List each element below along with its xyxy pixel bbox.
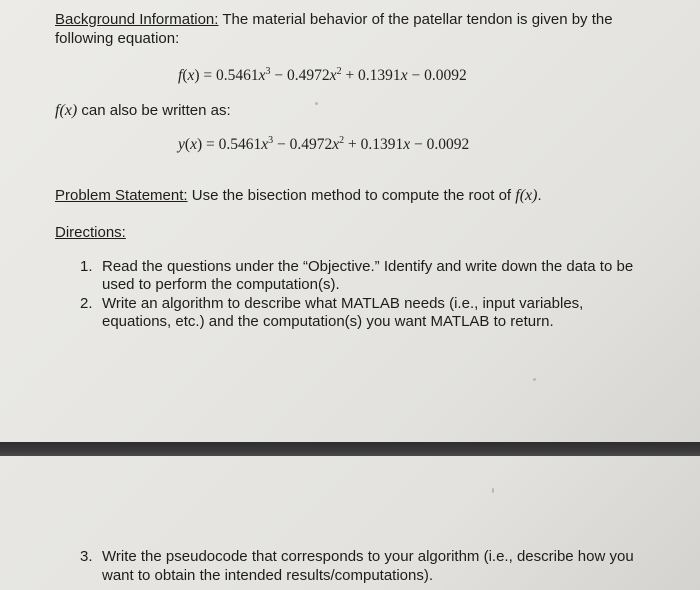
- background-text-1: The material behavior of the patellar tendon is given by the: [222, 11, 613, 28]
- equation-y: $y(x) = 0.5461x^3 - 0.4972x^2 + 0.1391x - 0.0092$: [178, 135, 470, 153]
- direction-1-line-1: Read the questions under the “Objective.” Identify and write down the data to be: [102, 258, 634, 275]
- problem-label: Problem Statement:: [55, 187, 188, 204]
- direction-3-number: 3.: [80, 548, 93, 565]
- background-label: Background Information:: [55, 11, 219, 28]
- paper-speck: [315, 102, 318, 105]
- problem-fx-symbol: f(x): [515, 187, 538, 204]
- directions-label: Directions:: [55, 224, 126, 241]
- problem-tail: .: [537, 187, 542, 204]
- problem-text: Use the bisection method to compute the root of: [191, 187, 512, 204]
- paper-speck: [492, 488, 494, 493]
- background-line-1: [55, 10, 613, 29]
- direction-2-number: 2.: [80, 295, 93, 312]
- equation-f: $f(x) = 0.5461x^3 - 0.4972x^2 + 0.1391x - 0.0092$: [178, 66, 467, 84]
- direction-3-line-1: Write the pseudocode that corresponds to your algorithm (i.e., describe how you: [102, 548, 634, 565]
- paper-speck: [533, 378, 536, 381]
- problem-statement: [55, 186, 542, 205]
- direction-3-line-2: want to obtain the intended results/computations).: [102, 567, 434, 584]
- also-written-text: can also be written as:: [81, 102, 231, 119]
- page-divider: [0, 442, 700, 456]
- direction-1-number: 1.: [80, 258, 93, 275]
- direction-1-line-2: used to perform the computation(s).: [102, 276, 340, 293]
- background-text-2: following equation:: [55, 30, 180, 47]
- fx-symbol: f(x): [55, 102, 78, 119]
- also-written-line: [55, 101, 231, 120]
- direction-2-line-1: Write an algorithm to describe what MATLAB needs (i.e., input variables,: [102, 295, 584, 312]
- direction-2-line-2: equations, etc.) and the computation(s) you want MATLAB to return.: [102, 313, 554, 330]
